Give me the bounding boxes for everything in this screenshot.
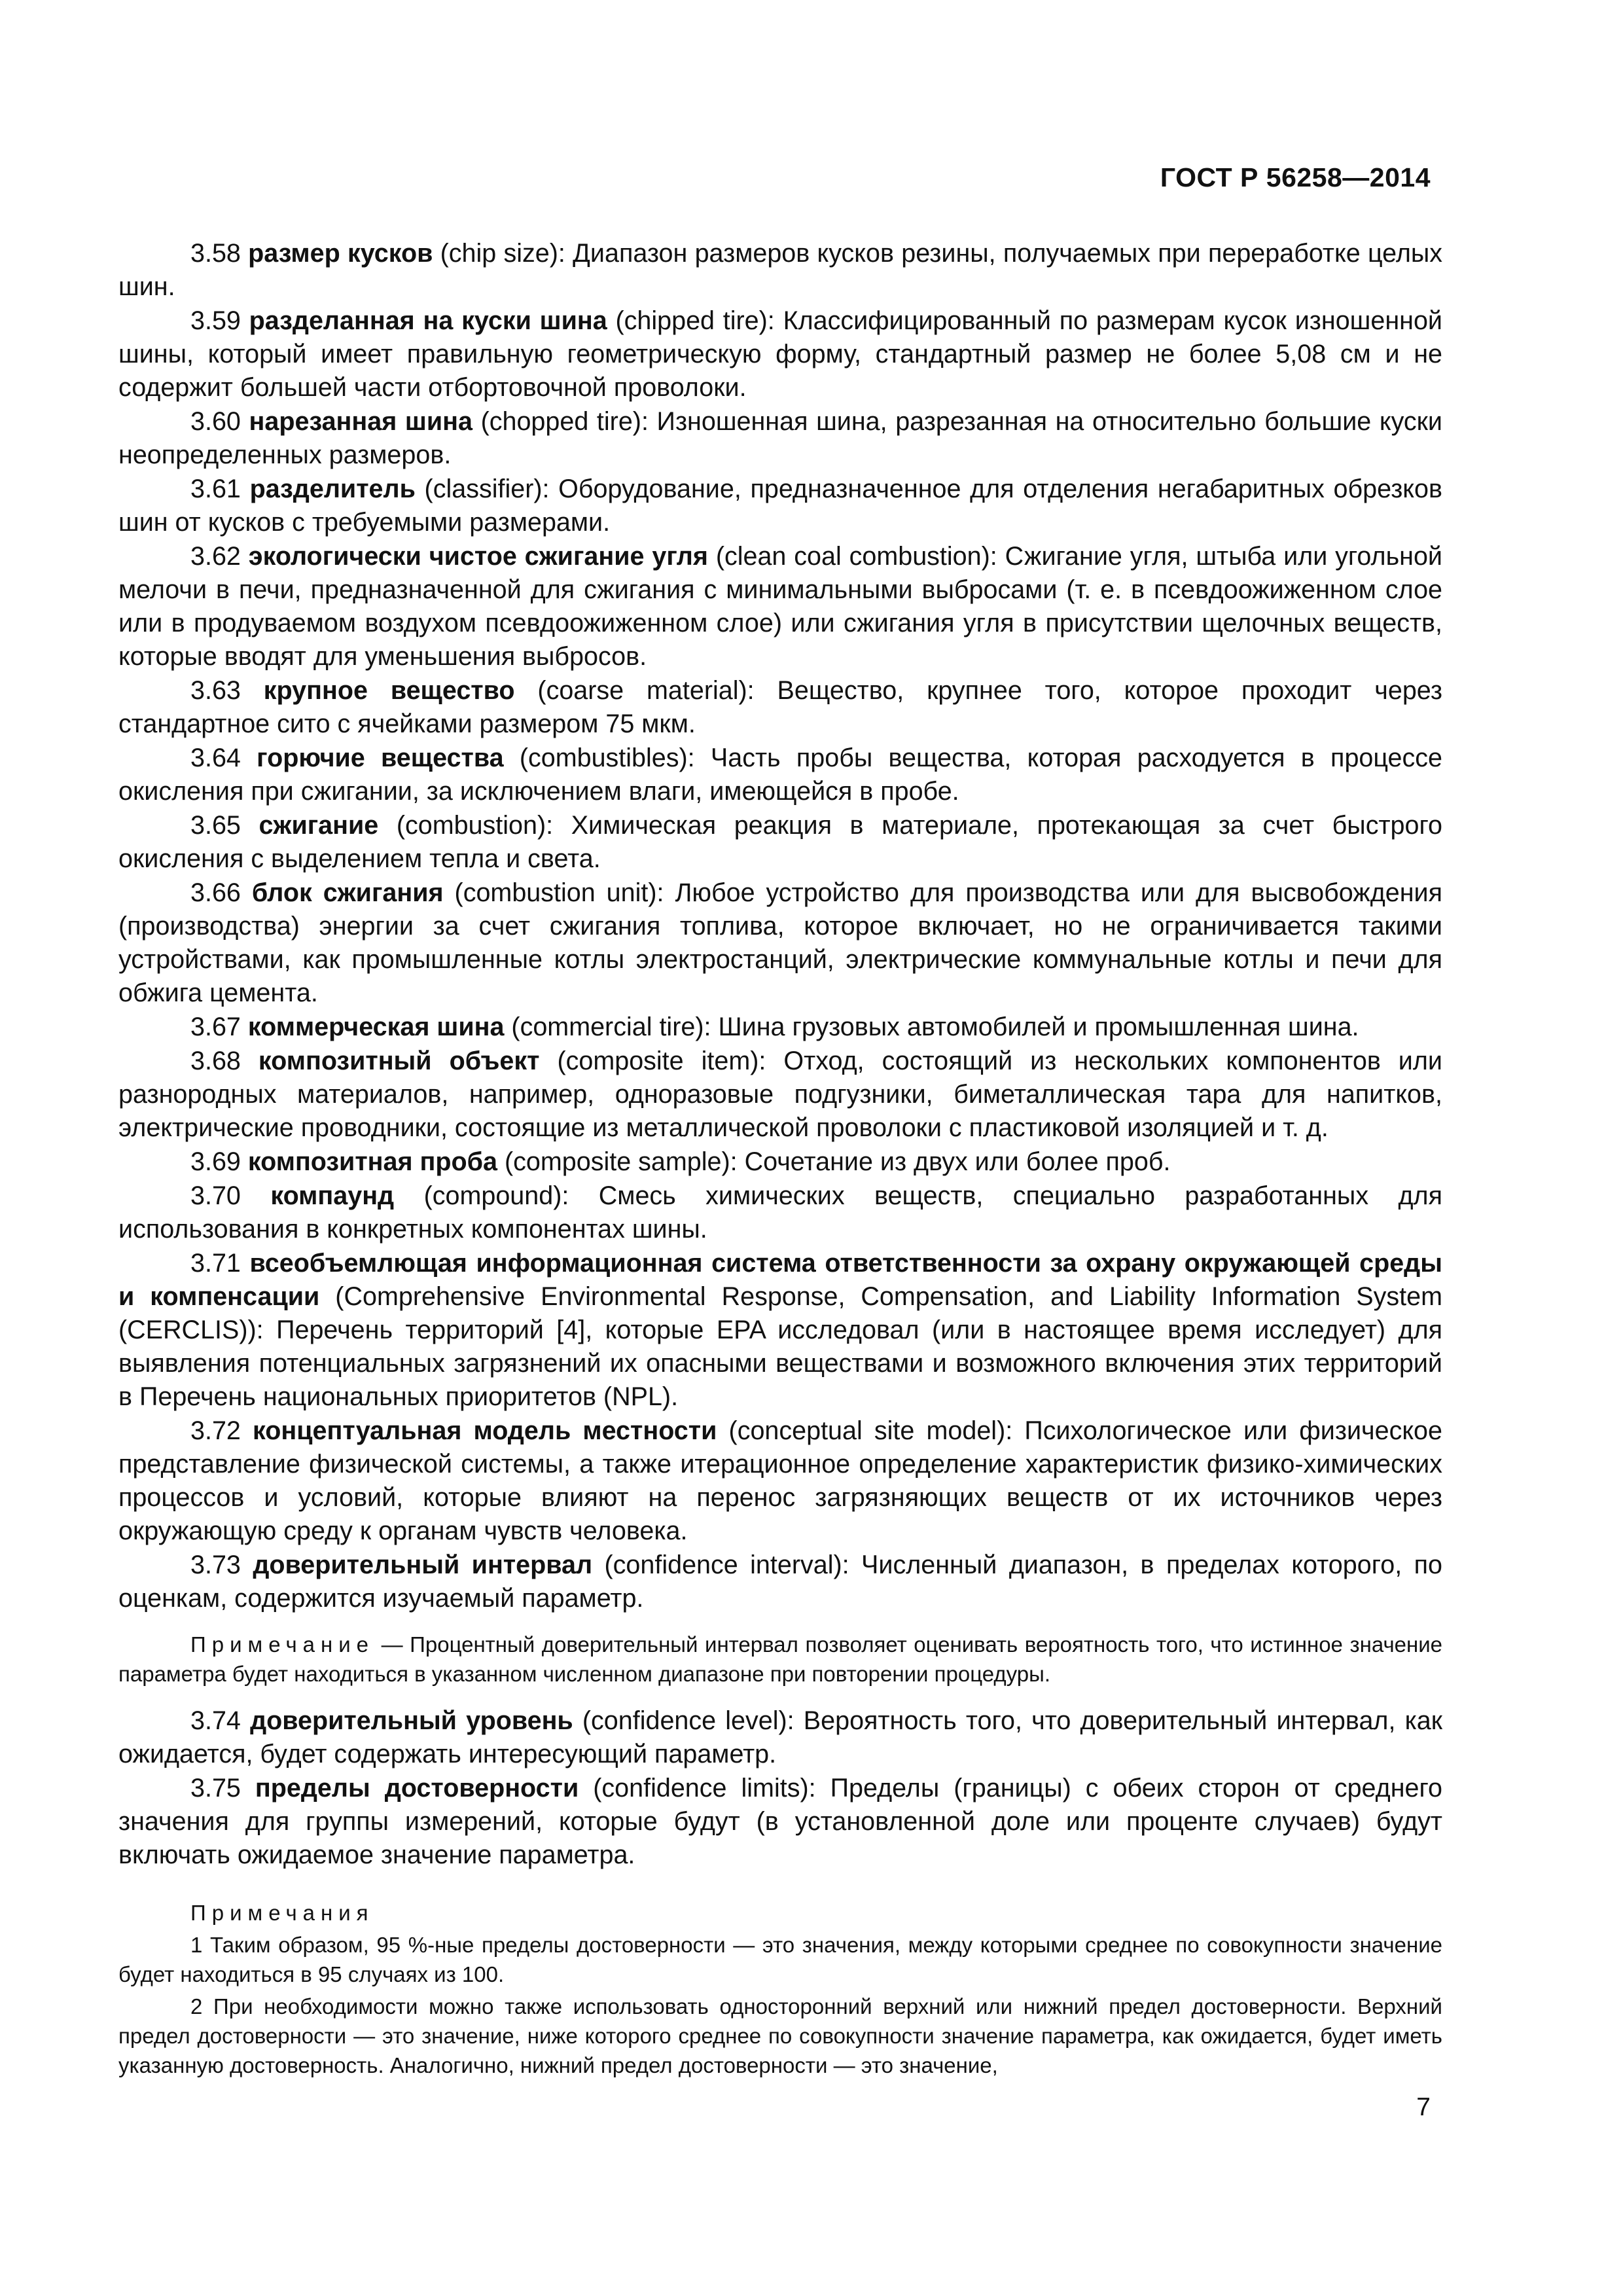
term-number: 3.61 [190, 475, 241, 503]
term-number: 3.67 [190, 1013, 241, 1041]
note-3-73 [118, 1630, 1442, 1689]
term-number: 3.68 [190, 1047, 241, 1075]
term-name: разделанная на куски шина [249, 306, 607, 335]
term-number: 3.64 [190, 744, 241, 772]
term-number: 3.70 [190, 1181, 241, 1210]
term-name: доверительный интервал [253, 1551, 593, 1579]
term-number: 3.66 [190, 878, 241, 907]
term-english: (combustibles): [503, 744, 711, 772]
term-name: коммерческая шина [247, 1013, 505, 1041]
term-definition: Любое устройство для производства или для высвобождения (производства) энергии за счет сжигания топлива, которое включает, но не ограничивается такими устройствами, как промышленные котлы электростанций, электрические коммунальные котлы и печи для обжига цемента. [118, 878, 1442, 1007]
term-definition: Численный диапазон, в пределах которого, по оценкам, содержится изучаемый параметр. [118, 1551, 1442, 1613]
term-definition: Отход, состоящий из нескольких компонентов или разнородных материалов, например, одноразовые подгузники, биметаллическая тара для напитков, электрические проводники, состоящие из металлической проволоки с пластиковой изоляцией и т. д. [118, 1047, 1442, 1142]
term-number: 3.65 [190, 811, 241, 840]
term-definition: Смесь химических веществ, специально разработанных для использования в конкретных компонентах шины. [118, 1181, 1442, 1244]
term-entry [118, 1414, 1442, 1548]
term-name: разделитель [249, 475, 416, 503]
notes-title-text: Примечания [190, 1901, 374, 1925]
term-entry [118, 1704, 1442, 1771]
term-definition: Сжигание угля, штыба или угольной мелочи в печи, предназначенной для сжигания с минимальными выбросами (т. е. в псевдоожиженном слое или в продуваемом воздухом псевдоожиженном слое) или сжигания угля в присутствии щелочных веществ, которые вводят для уменьшения выбросов. [118, 542, 1442, 671]
term-name: концептуальная модель местности [253, 1416, 717, 1445]
term-entry [118, 1247, 1442, 1414]
term-english: (chopped tire): [472, 407, 657, 436]
term-name: всеобъемлющая информационная система ответственности за охрану окружающей среды и компенсации [118, 1249, 1442, 1311]
term-entry [118, 304, 1442, 404]
term-english: (composite item): [539, 1047, 784, 1075]
term-entry [118, 742, 1442, 808]
page-number: 7 [1416, 2093, 1431, 2121]
note-dash: — [374, 1632, 410, 1657]
term-number: 3.74 [190, 1706, 241, 1735]
term-definition: Сочетание из двух или более проб. [744, 1147, 1171, 1176]
term-number: 3.73 [190, 1551, 241, 1579]
term-number: 3.59 [190, 306, 241, 335]
term-english: (confidence interval): [592, 1551, 862, 1579]
term-name: крупное вещество [263, 676, 515, 705]
term-number: 3.62 [190, 542, 241, 571]
term-name: компаунд [270, 1181, 395, 1210]
content [118, 237, 1442, 2083]
term-entry [118, 405, 1442, 472]
term-english: (classifier): [415, 475, 559, 503]
term-name: доверительный уровень [250, 1706, 573, 1735]
term-english: (commercial tire): [504, 1013, 719, 1041]
term-english: (conceptual site model): [717, 1416, 1025, 1445]
term-number: 3.72 [190, 1416, 241, 1445]
term-entry [118, 1045, 1442, 1145]
term-english: (composite sample): [497, 1147, 745, 1176]
term-english: (Comprehensive Environmental Response, Compensation, and Liability Information System (CERCLIS)): [118, 1282, 1442, 1344]
term-definition: Химическая реакция в материале, протекающая за счет быстрого окисления с выделением тепла и света. [118, 811, 1442, 873]
term-definition: Вещество, крупнее того, которое проходит через стандартное сито с ячейками размером 75 мкм. [118, 676, 1442, 738]
term-name: размер кусков [248, 239, 433, 268]
term-definition: Перечень территорий [4], которые EPA исследовал (или в настоящее время исследует) для выявления потенциальных загрязнений их опасными веществами и возможного включения этих территорий в Перечень национальных приоритетов (NPL). [118, 1316, 1443, 1411]
standard-id: ГОСТ Р 56258—2014 [1160, 162, 1431, 192]
term-number: 3.71 [190, 1249, 241, 1278]
term-entry [118, 1145, 1442, 1179]
term-entry [118, 473, 1442, 539]
term-name: сжигание [259, 811, 379, 840]
term-name: композитный объект [258, 1047, 540, 1075]
term-english: (confidence limits): [579, 1774, 830, 1803]
term-entry [118, 1011, 1442, 1044]
term-entry [118, 540, 1442, 673]
term-entry [118, 1179, 1442, 1246]
term-definition: Диапазон размеров кусков резины, получаемых при переработке целых шин. [118, 239, 1443, 301]
notes-list [118, 1930, 1442, 2080]
term-number: 3.60 [190, 407, 241, 436]
term-english: (chipped tire): [607, 306, 783, 335]
term-definition: Оборудование, предназначенное для отделения негабаритных обрезков шин от кусков с требуемыми размерами. [118, 475, 1442, 537]
note-label: Примечание [190, 1632, 375, 1657]
term-name: горючие вещества [257, 744, 504, 772]
note-item: 1 Таким образом, 95 %-ные пределы достоверности — это значения, между которыми среднее по совокупности значение будет находиться в 95 случаях из 100. [118, 1933, 1442, 1986]
notes-title [118, 1898, 1442, 1928]
term-definition: Изношенная шина, разрезанная на относительно большие куски неопределенных размеров. [118, 407, 1442, 469]
term-entry [118, 237, 1442, 304]
term-entry [118, 809, 1442, 876]
term-english: (combustion): [378, 811, 571, 840]
term-english: (combustion unit): [443, 878, 675, 907]
term-definition: Часть пробы вещества, которая расходуется в процессе окисления при сжигании, за исключением влаги, имеющейся в пробе. [118, 744, 1442, 806]
term-name: нарезанная шина [249, 407, 473, 436]
term-entry [118, 1549, 1442, 1615]
term-definition: Шина грузовых автомобилей и промышленная шина. [718, 1013, 1359, 1041]
term-english: (chip size): [433, 239, 573, 268]
term-definition: Пределы (границы) с обеих сторон от среднего значения для группы измерений, которые будут (в установленной доле или проценте случаев) будут включать ожидаемое значение параметра. [118, 1774, 1442, 1869]
term-name: блок сжигания [251, 878, 444, 907]
term-number: 3.58 [190, 239, 241, 268]
note-item: 2 При необходимости можно также использовать односторонний верхний или нижний предел достоверности. Верхний предел достоверности — это значение, ниже которого среднее по совокупности значение параметра, как ожидается, будет иметь указанную достоверность. Аналогично, нижний предел достоверности — это значение, [118, 1994, 1442, 2077]
term-definition: Психологическое или физическое представление физической системы, а также итерационное определение характеристик физико-химических процессов и условий, которые влияют на перенос загрязняющих веществ от их источников через окружающую среду к органам чувств человека. [118, 1416, 1442, 1545]
term-number: 3.75 [190, 1774, 241, 1803]
term-english: (compound): [394, 1181, 599, 1210]
term-english: (clean coal combustion): [707, 542, 1005, 571]
term-entry [118, 674, 1442, 741]
term-entry [118, 876, 1442, 1010]
term-name: композитная проба [247, 1147, 498, 1176]
term-number: 3.63 [190, 676, 241, 705]
term-name: пределы достоверности [255, 1774, 579, 1803]
terms-list [118, 237, 1442, 1615]
terms-list-continued [118, 1704, 1442, 1872]
term-definition: Классифицированный по размерам кусок изношенной шины, который имеет правильную геометрическую форму, стандартный размер не более 5,08 см и не содержит большей части отбортовочной проволоки. [118, 306, 1442, 402]
term-number: 3.69 [190, 1147, 241, 1176]
term-name: экологически чистое сжигание угля [248, 542, 708, 571]
term-definition: Вероятность того, что доверительный интервал, как ожидается, будет содержать интересующий параметр. [118, 1706, 1442, 1768]
term-english: (coarse material): [514, 676, 777, 705]
term-entry [118, 1772, 1442, 1872]
note-text: Процентный доверительный интервал позволяет оценивать вероятность того, что истинное значение параметра будет находиться в указанном численном диапазоне при повторении процедуры. [118, 1632, 1443, 1686]
term-english: (confidence level): [573, 1706, 804, 1735]
